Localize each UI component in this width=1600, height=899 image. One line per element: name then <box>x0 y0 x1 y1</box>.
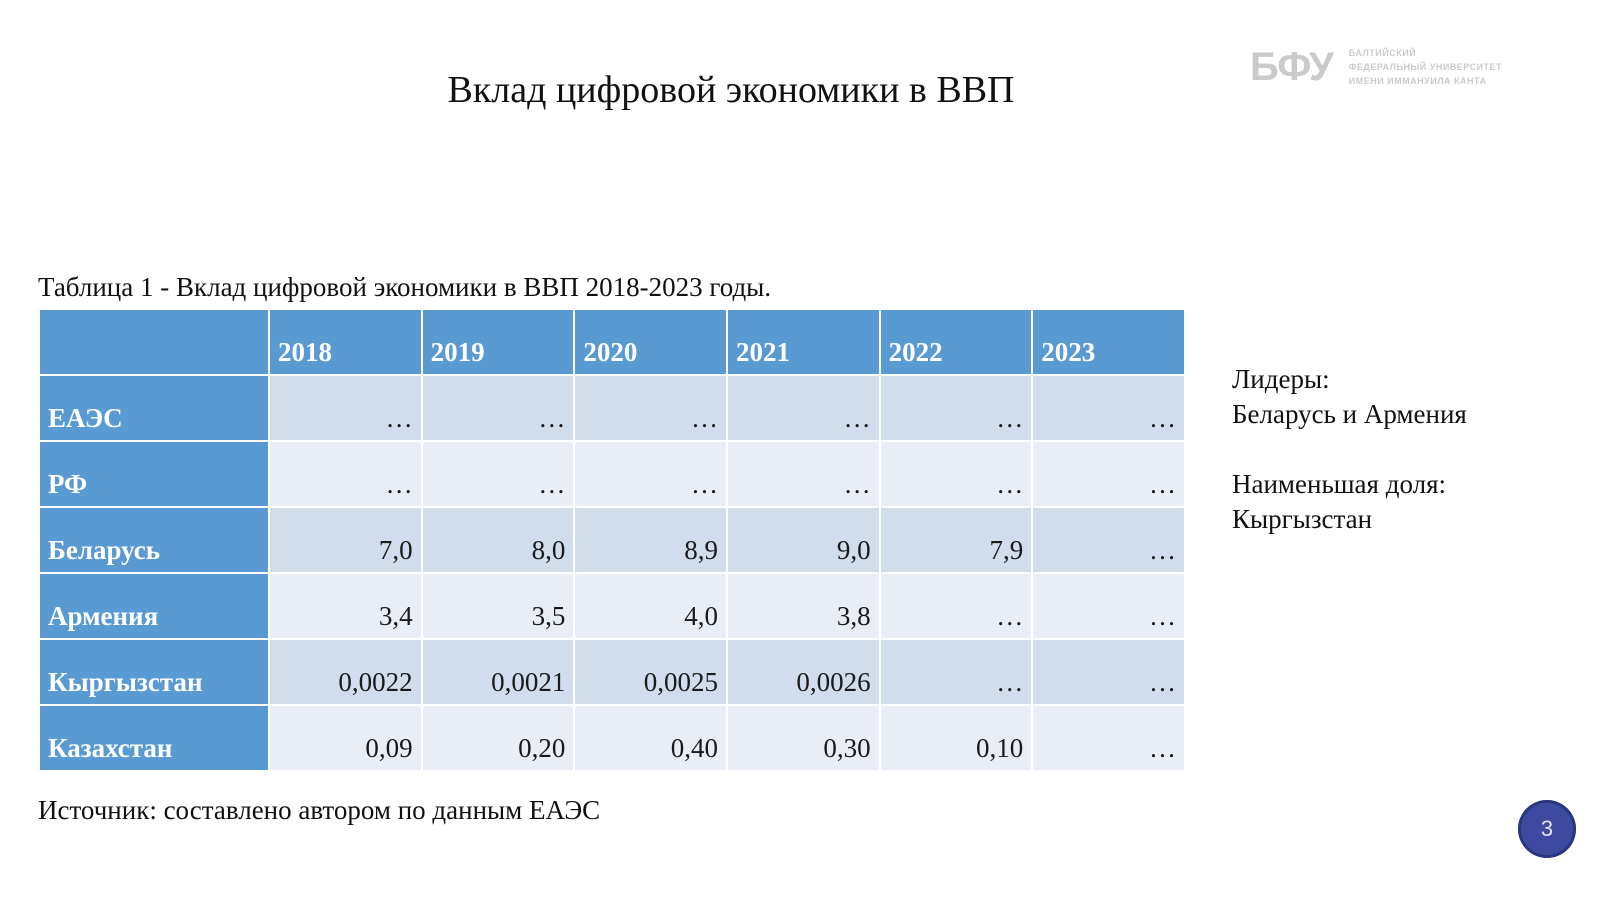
table-cell: … <box>1032 507 1185 573</box>
table-row <box>39 573 1185 639</box>
table-cell: … <box>574 441 727 507</box>
table-caption: Таблица 1 - Вклад цифровой экономики в ВВП 2018-2023 годы. <box>38 272 772 302</box>
table-cell: 0,20 <box>422 705 575 771</box>
table-cell: … <box>574 375 727 441</box>
table-cell: … <box>727 441 880 507</box>
table-cell: 7,0 <box>269 507 422 573</box>
table-cell: 0,0022 <box>269 639 422 705</box>
table-cell: 0,30 <box>727 705 880 771</box>
university-logo <box>1250 44 1530 90</box>
table-cell: 0,0025 <box>574 639 727 705</box>
table-row <box>39 507 1185 573</box>
leaders-value: Беларусь и Армения <box>1232 399 1467 429</box>
logo-line: ФЕДЕРАЛЬНЫЙ УНИВЕРСИТЕТ <box>1348 62 1503 72</box>
table-row <box>39 441 1185 507</box>
page-number: 3 <box>1540 816 1554 841</box>
row-header-country: РФ <box>39 441 269 507</box>
table-cell: 0,40 <box>574 705 727 771</box>
table-cell: … <box>1032 441 1185 507</box>
table-cell: … <box>1032 573 1185 639</box>
table-cell: … <box>727 375 880 441</box>
table-cell: 0,0026 <box>727 639 880 705</box>
row-header-country: Беларусь <box>39 507 269 573</box>
table-row <box>39 639 1185 705</box>
row-header-country: Кыргызстан <box>39 639 269 705</box>
table-header-row <box>39 309 1185 375</box>
year-header: 2023 <box>1032 309 1185 375</box>
table-cell: 8,0 <box>422 507 575 573</box>
table-source-note: Источник: составлено автором по данным ЕАЭС <box>38 795 601 825</box>
table-cell: … <box>880 573 1033 639</box>
slide-title: Вклад цифровой экономики в ВВП <box>447 69 1015 111</box>
table-cell: 7,9 <box>880 507 1033 573</box>
table-row <box>39 705 1185 771</box>
table-corner-cell <box>39 309 269 375</box>
table-cell: 8,9 <box>574 507 727 573</box>
leaders-label: Лидеры: <box>1232 364 1330 394</box>
table-cell: 0,10 <box>880 705 1033 771</box>
year-header: 2022 <box>880 309 1033 375</box>
table-cell: 3,8 <box>727 573 880 639</box>
table-cell: … <box>1032 375 1185 441</box>
year-header: 2019 <box>422 309 575 375</box>
table-cell: … <box>269 375 422 441</box>
table-cell: 4,0 <box>574 573 727 639</box>
table-cell: 0,0021 <box>422 639 575 705</box>
table-cell: 9,0 <box>727 507 880 573</box>
year-header: 2018 <box>269 309 422 375</box>
table-cell: … <box>1032 639 1185 705</box>
table-cell: … <box>422 375 575 441</box>
year-header: 2020 <box>574 309 727 375</box>
smallest-share-label: Наименьшая доля: <box>1232 469 1446 499</box>
data-table <box>38 308 1186 772</box>
logo-line: БАЛТИЙСКИЙ <box>1348 48 1417 58</box>
page-number-badge <box>1518 800 1576 858</box>
table-cell: … <box>880 375 1033 441</box>
table-cell: 3,5 <box>422 573 575 639</box>
year-header: 2021 <box>727 309 880 375</box>
table-cell: … <box>880 639 1033 705</box>
row-header-country: Армения <box>39 573 269 639</box>
logo-line: ИМЕНИ ИММАНУИЛА КАНТА <box>1348 76 1487 86</box>
table-cell: 3,4 <box>269 573 422 639</box>
table-cell: … <box>269 441 422 507</box>
table-cell: … <box>1032 705 1185 771</box>
table-cell: 0,09 <box>269 705 422 771</box>
table-row <box>39 375 1185 441</box>
smallest-share-value: Кыргызстан <box>1232 504 1373 534</box>
table-cell: … <box>880 441 1033 507</box>
row-header-country: ЕАЭС <box>39 375 269 441</box>
logo-mark: БФУ <box>1250 44 1333 89</box>
summary-notes <box>1232 362 1467 537</box>
table-cell: … <box>422 441 575 507</box>
logo-text <box>1349 48 1502 86</box>
row-header-country: Казахстан <box>39 705 269 771</box>
notes-spacer <box>1232 432 1467 467</box>
